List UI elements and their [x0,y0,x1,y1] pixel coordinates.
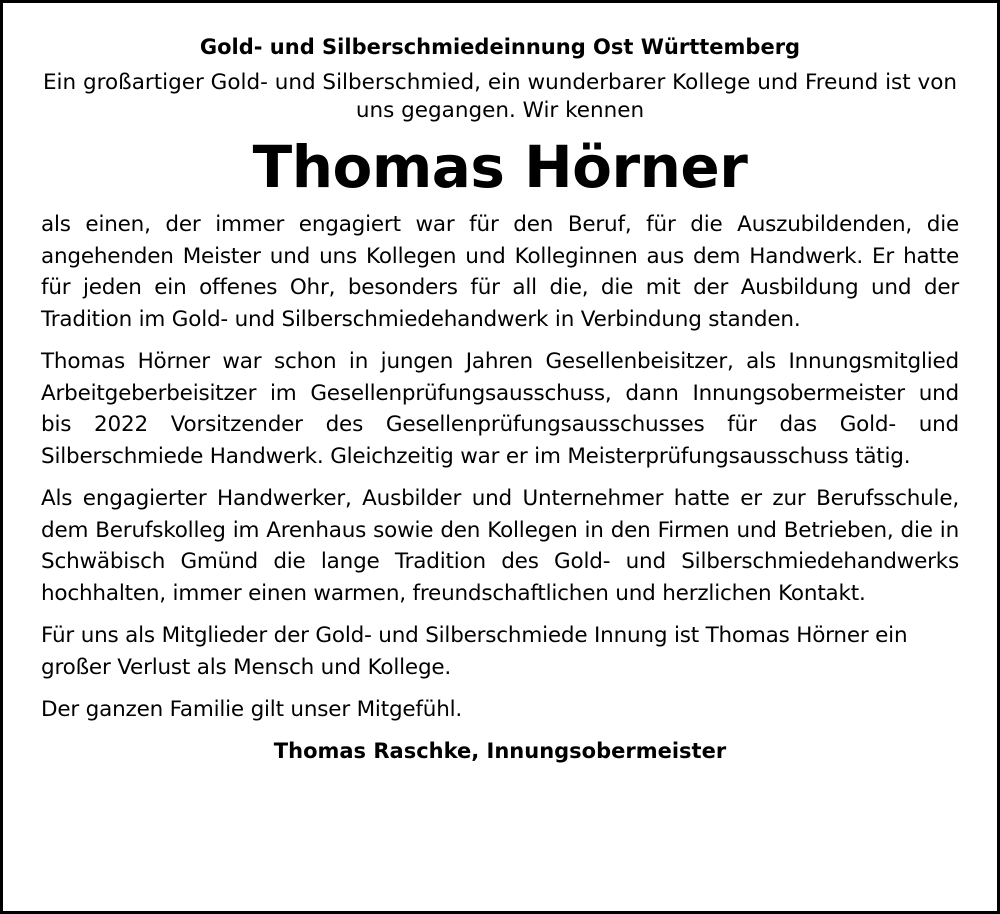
signature: Thomas Raschke, Innungsobermeister [273,738,727,763]
organization-name: Gold- und Silberschmiedeinnung Ost Württemberg [199,35,801,59]
paragraph-loss: Für uns als Mitglieder der Gold- und Silberschmiede Innung ist Thomas Hörner ein großer Verlust als Mensch und Kollege. [41,623,908,680]
intro-text: Ein großartiger Gold- und Silberschmied, ein wunderbarer Kollege und Freund ist von uns gegangen. Wir kennen [42,70,958,123]
deceased-name: Thomas Hörner [252,133,748,201]
paragraph-condolence: Der ganzen Familie gilt unser Mitgefühl. [41,697,463,722]
paragraph-career: Thomas Hörner war schon in jungen Jahren Gesellenbeisitzer, als Innungsmitglied Arbeitgeberbeisitzer im Gesellenprüfungsausschuss, dann Innungsobermeister und bis 2022 Vorsitzender des Gesellenprüfungsausschusses für das Gold- und Silberschmiede Handwerk. Gleichzeitig war er im Meisterprüfungsausschuss tätig. [41,349,959,469]
paragraph-contacts: Als engagierter Handwerker, Ausbilder und Unternehmer hatte er zur Berufsschule, dem Berufskolleg im Arenhaus sowie den Kollegen in den Firmen und Betrieben, die in Schwäbisch Gmünd die lange Tradition des Gold- und Silberschmiedehandwerks hochhalten, immer einen warmen, freundschaftlichen und herzlichen Kontakt. [41,486,959,606]
paragraph-commitment: als einen, der immer engagiert war für den Beruf, für die Auszubildenden, die angehenden Meister und uns Kollegen und Kolleginnen aus dem Handwerk. Er hatte für jeden ein offenes Ohr, besonders für all die, die mit der Ausbildung und der Tradition im Gold- und Silberschmiedehandwerk in Verbindung standen. [41,212,959,332]
